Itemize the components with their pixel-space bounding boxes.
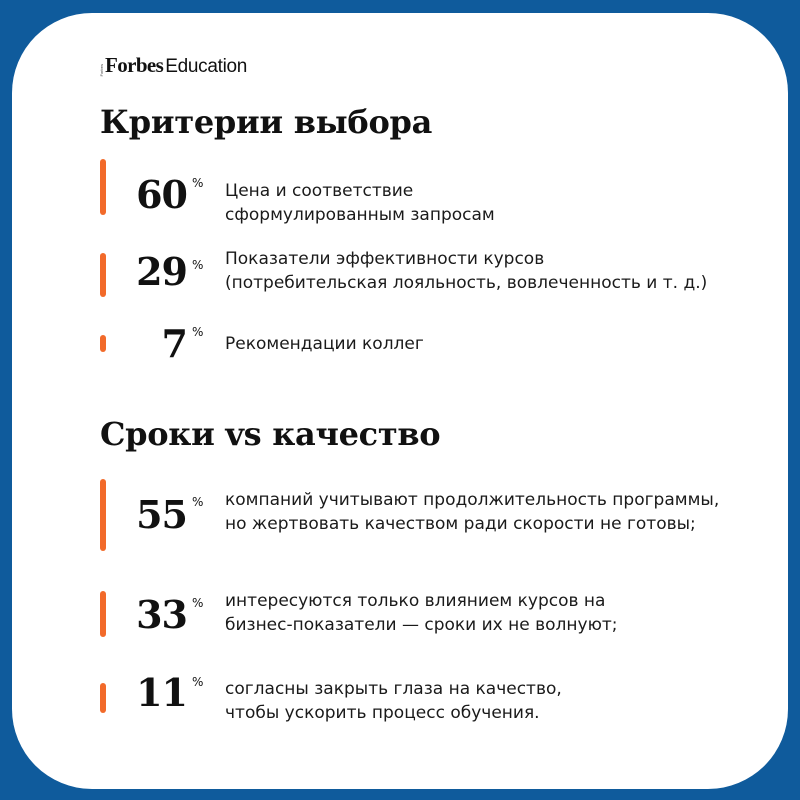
stat-description: интересуются только влиянием курсов на бизнес-показатели — сроки их не волнуют; bbox=[225, 591, 618, 635]
stat-unit: % bbox=[192, 596, 204, 610]
forbes-education-logo bbox=[100, 53, 247, 78]
stat-unit: % bbox=[192, 675, 204, 689]
logo-mini-text: Forbes bbox=[99, 63, 104, 76]
stat-unit: % bbox=[192, 495, 204, 509]
content-card bbox=[12, 13, 788, 789]
stat-value: 11 bbox=[136, 670, 187, 715]
stat-unit: % bbox=[192, 325, 204, 339]
stat-description: Показатели эффективности курсов (потребительская лояльность, вовлеченность и т. д.) bbox=[225, 249, 708, 293]
stat-value: 7 bbox=[161, 321, 187, 366]
stat-unit: % bbox=[192, 176, 204, 190]
stat-description: компаний учитывают продолжительность программы, но жертвовать качеством ради скорости не готовы; bbox=[225, 490, 720, 534]
logo-education: Education bbox=[165, 56, 248, 77]
stat-value: 55 bbox=[136, 492, 187, 537]
stat-value: 29 bbox=[136, 249, 187, 294]
stat-description: Рекомендации коллег bbox=[225, 334, 424, 354]
stat-unit: % bbox=[192, 258, 204, 272]
stat-value: 33 bbox=[136, 592, 187, 637]
stat-description: согласны закрыть глаза на качество, чтобы ускорить процесс обучения. bbox=[225, 679, 562, 723]
section-title-criteria: Критерии выбора bbox=[100, 103, 433, 141]
stat-value: 60 bbox=[136, 172, 187, 217]
stat-description: Цена и соответствие сформулированным запросам bbox=[225, 181, 495, 225]
logo-forbes: Forbes bbox=[105, 53, 164, 77]
section-title-terms-vs-quality: Сроки vs качество bbox=[100, 415, 441, 453]
